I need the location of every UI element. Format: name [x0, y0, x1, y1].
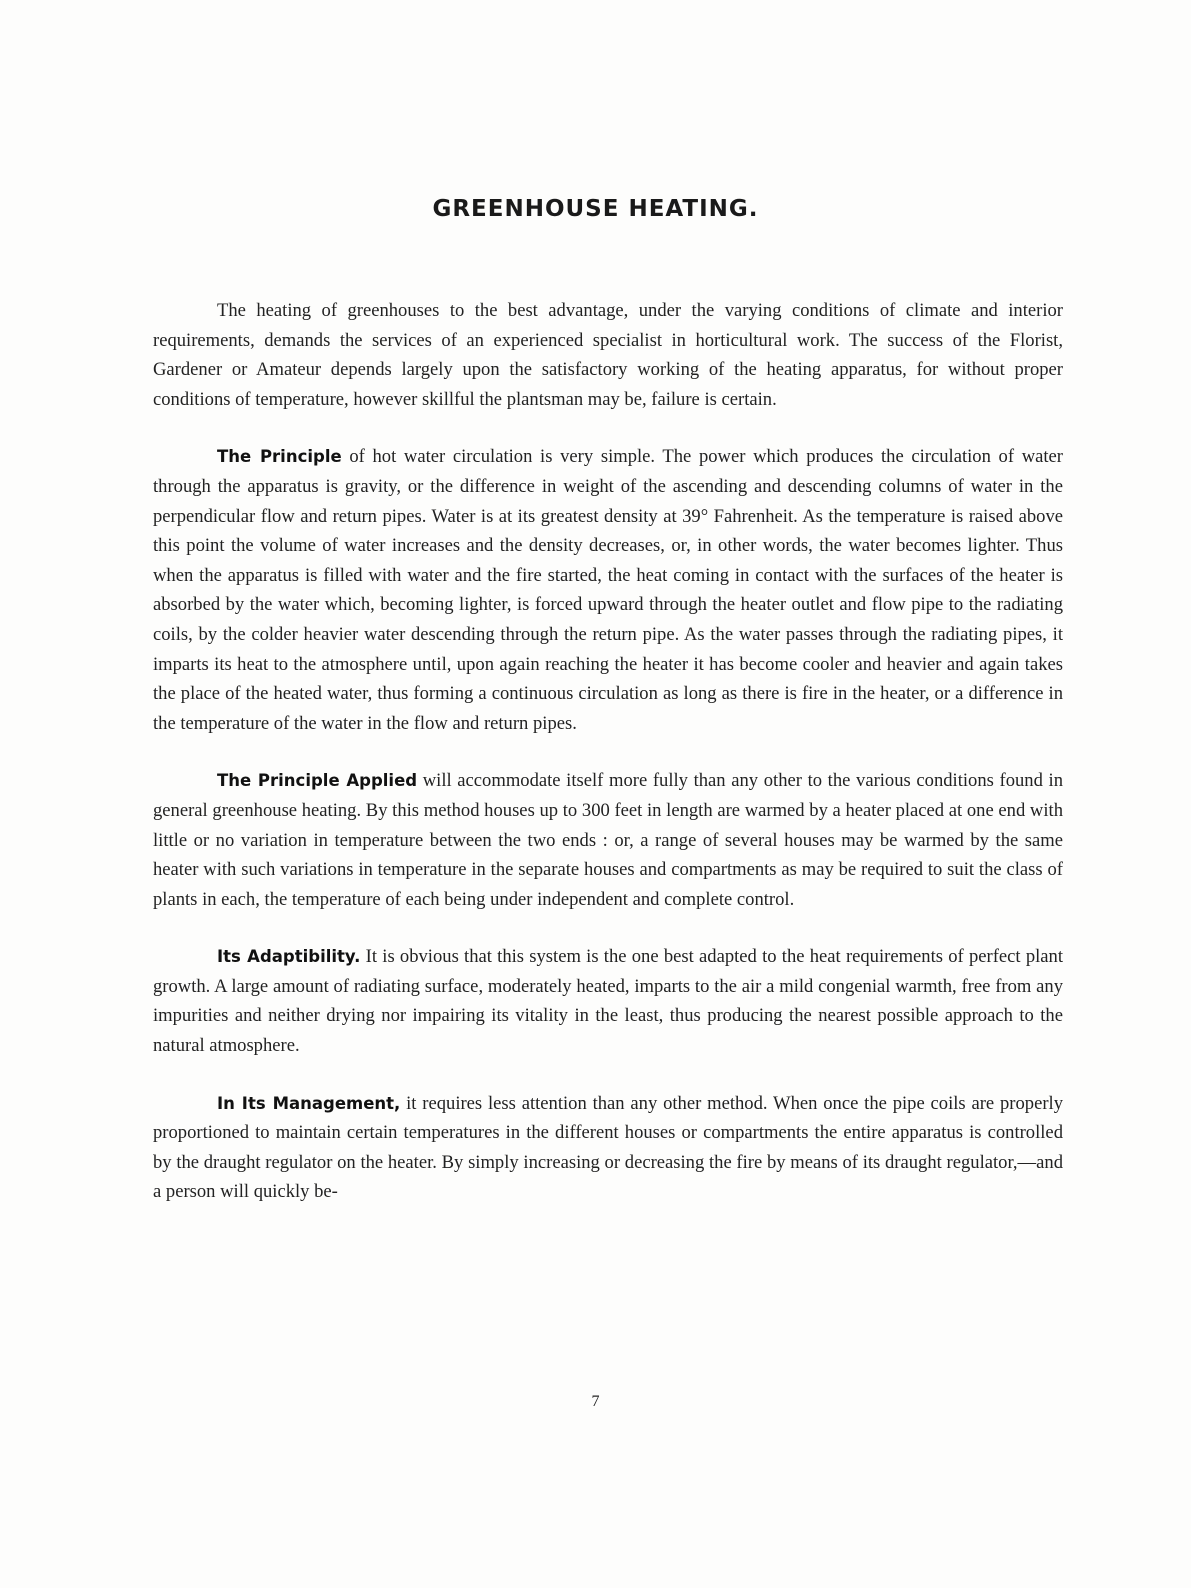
paragraph-text: It is obvious that this system is the one best adapted to the heat requirements of perfect plant growth. A large amount of radiating surface, moderately heated, imparts to the air a mild congenial warmth, free from any impurities and neither drying nor impairing its vitality in the least, thus producing the nearest possible approach to the natural atmosphere.: [153, 946, 1063, 1057]
paragraph-lead: Its Adaptibility.: [217, 947, 361, 967]
paragraph-management: [153, 1089, 1063, 1207]
paragraph-lead: The Principle Applied: [217, 771, 418, 791]
paragraph-principle-applied: [153, 766, 1063, 914]
paragraph-intro: [153, 296, 1063, 414]
body-text: [153, 296, 1063, 1235]
paragraph-lead: In Its Management,: [217, 1093, 401, 1113]
paragraph-principle: [153, 442, 1063, 738]
paragraph-text: it requires less attention than any other method. When once the pipe coils are properly proportioned to maintain certain temperatures in the different houses or compartments the entire apparatus is controlled by the draught regulator on the heater. By simply increasing or decreasing the fire by means of its draught regulator,—and a person will quickly be-: [153, 1092, 1063, 1203]
paragraph-text: will accommodate itself more fully than any other to the various conditions found in general greenhouse heating. By this method houses up to 300 feet in length are warmed by a heater placed at one end with little or no variation in temperature between the two ends : or, a range of several houses may be warmed by the same heater with such variations in temperature in the separate houses and compartments as may be required to suit the class of plants in each, the temperature of each being under independent and complete control.: [153, 770, 1063, 910]
paragraph-adaptibility: [153, 942, 1063, 1060]
paragraph-text: of hot water circulation is very simple. The power which produces the circulation of water through the apparatus is gravity, or the difference in weight of the ascending and descending columns of water in the perpendicular flow and return pipes. Water is at its greatest density at 39° Fahrenheit. As the temperature is raised above this point the volume of water increases and the density decreases, or, in other words, the water becomes lighter. Thus when the apparatus is filled with water and the fire started, the heat coming in contact with the surfaces of the heater is absorbed by the water which, becoming lighter, is forced upward through the heater outlet and flow pipe to the radiating coils, by the colder heavier water descending through the return pipe. As the water passes through the radiating pipes, it imparts its heat to the atmosphere until, upon again reaching the heater it has become cooler and heavier and again takes the place of the heated water, thus forming a continuous circulation as long as there is fire in the heater, or a difference in the temperature of the water in the flow and return pipes.: [153, 446, 1063, 734]
page-number: 7: [591, 1393, 600, 1410]
page-title: GREENHOUSE HEATING.: [432, 196, 759, 222]
paragraph-text: The heating of greenhouses to the best advantage, under the varying conditions of climate and interior requirements, demands the services of an experienced specialist in horticultural work. The success of the Florist, Gardener or Amateur depends largely upon the satisfactory working of the heating apparatus, for without proper conditions of temperature, however skillful the plantsman may be, failure is certain.: [153, 300, 1063, 410]
paragraph-lead: The Principle: [217, 447, 342, 467]
